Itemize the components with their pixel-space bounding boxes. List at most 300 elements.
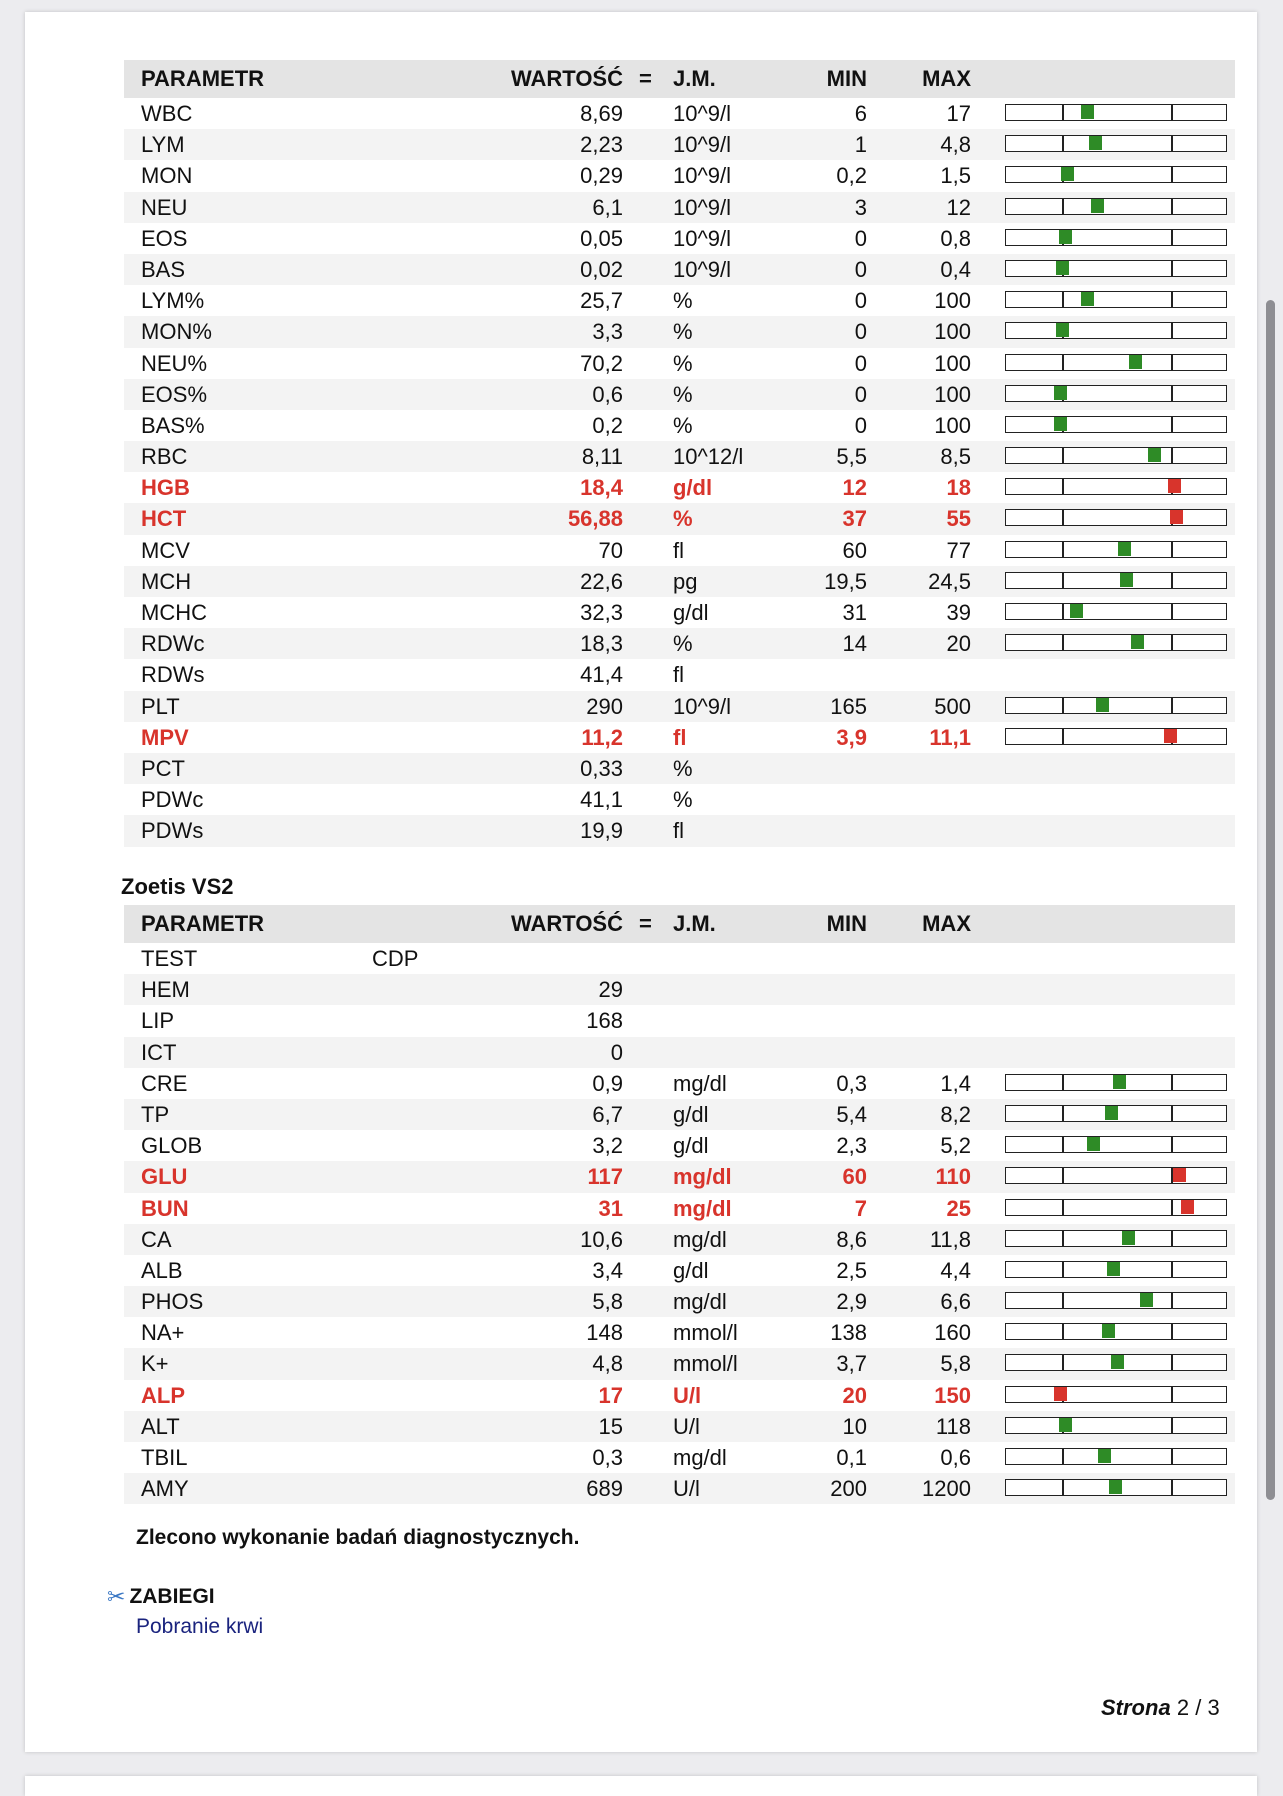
range-tick-max [1171, 1293, 1173, 1308]
param-unit: U/l [673, 1476, 700, 1502]
param-value: 689 [586, 1476, 623, 1502]
range-bar [1005, 166, 1227, 183]
table-row [124, 597, 1235, 628]
range-tick-max [1171, 604, 1173, 619]
table-row [124, 223, 1235, 254]
range-tick-max [1171, 1106, 1173, 1121]
table-header [124, 905, 1235, 943]
param-min: 0 [854, 412, 867, 438]
param-min: 138 [830, 1320, 867, 1346]
param-min: 60 [842, 1164, 867, 1190]
range-marker [1168, 479, 1181, 493]
param-name: TBIL [141, 1445, 188, 1470]
procedures-title: ZABIEGI [129, 1585, 215, 1608]
param-value: 29 [598, 977, 623, 1003]
range-tick-min [1062, 355, 1064, 370]
param-unit: g/dl [673, 600, 709, 625]
param-unit: g/dl [673, 1133, 709, 1159]
page-separator: / [1195, 1695, 1202, 1720]
param-min: 10 [842, 1413, 867, 1439]
param-min: 2,9 [836, 1289, 867, 1315]
param-value: 0,33 [580, 755, 623, 781]
range-tick-min [1062, 1355, 1064, 1370]
param-value: 117 [587, 1164, 623, 1190]
param-min: 5,5 [836, 444, 867, 470]
report-page [25, 12, 1257, 1752]
param-value: 0,05 [580, 225, 623, 251]
param-min: 0,2 [836, 163, 867, 189]
range-bar [1005, 728, 1227, 745]
param-name: BUN [141, 1195, 189, 1221]
range-tick-min [1062, 1262, 1064, 1277]
param-name: K+ [141, 1351, 169, 1377]
range-marker [1089, 136, 1102, 150]
param-value: 0,3 [592, 1445, 623, 1470]
range-tick-min [1062, 105, 1064, 120]
param-min: 2,3 [836, 1133, 867, 1159]
procedure-item[interactable]: Pobranie krwi [136, 1615, 264, 1638]
param-min: 0,1 [836, 1445, 867, 1470]
range-marker [1087, 1137, 1100, 1151]
table-row [124, 348, 1235, 379]
table-row [124, 691, 1235, 722]
param-unit: U/l [673, 1413, 700, 1439]
range-tick-max [1171, 323, 1173, 338]
range-bar [1005, 1261, 1227, 1278]
range-bar [1005, 1199, 1227, 1216]
param-max: 100 [934, 319, 971, 345]
range-tick-max [1171, 1324, 1173, 1339]
page-total: 3 [1207, 1695, 1220, 1720]
param-unit: mg/dl [673, 1445, 727, 1470]
param-max: 0,6 [940, 1445, 971, 1470]
param-min: 5,4 [836, 1101, 867, 1127]
range-tick-max [1171, 1387, 1173, 1402]
range-tick-max [1171, 698, 1173, 713]
table-row [124, 784, 1235, 815]
range-tick-min [1062, 1324, 1064, 1339]
table-row [124, 943, 1235, 974]
param-name: WBC [141, 101, 193, 126]
table-row [124, 1286, 1235, 1317]
range-tick-min [1062, 479, 1064, 494]
param-unit: g/dl [673, 475, 713, 501]
range-tick-min [1062, 199, 1064, 214]
range-bar [1005, 572, 1227, 589]
param-min: 37 [842, 506, 867, 532]
range-marker [1107, 1262, 1120, 1276]
biochemistry-table [124, 905, 1235, 1504]
param-value: 0,02 [580, 256, 623, 282]
param-max: 8,5 [940, 444, 971, 470]
range-tick-min [1062, 1168, 1064, 1183]
page-label: Strona [1101, 1695, 1171, 1720]
range-tick-min [1062, 698, 1064, 713]
param-value: 5,8 [592, 1289, 623, 1315]
param-min: 20 [842, 1382, 867, 1408]
range-tick-max [1171, 573, 1173, 588]
param-name: MCV [141, 537, 190, 563]
hematology-table [124, 60, 1235, 847]
header-unit: J.M. [673, 66, 716, 91]
param-name: ICT [141, 1039, 177, 1065]
param-value: 17 [598, 1382, 623, 1408]
param-max: 4,4 [940, 1257, 971, 1283]
param-value: 168 [586, 1008, 623, 1034]
header-max: MAX [922, 66, 971, 91]
param-unit: fl [673, 662, 684, 688]
param-unit: fl [673, 724, 687, 750]
param-value: 56,88 [567, 506, 623, 532]
scrollbar[interactable] [1266, 300, 1275, 1500]
range-tick-max [1171, 292, 1173, 307]
param-name: LYM% [141, 288, 205, 314]
param-name: TP [141, 1101, 170, 1127]
param-min: 0 [854, 256, 867, 282]
section-title: Zoetis VS2 [121, 874, 234, 899]
param-unit: % [673, 381, 693, 407]
param-unit: g/dl [673, 1101, 709, 1127]
table-row [124, 472, 1235, 503]
range-bar [1005, 1386, 1227, 1403]
range-marker [1091, 199, 1104, 213]
param-value: 31 [598, 1195, 623, 1221]
range-tick-max [1171, 105, 1173, 120]
param-name: PCT [141, 755, 185, 781]
range-bar [1005, 198, 1227, 215]
range-tick-min [1062, 729, 1064, 744]
param-max: 5,2 [940, 1133, 971, 1159]
param-unit: mg/dl [673, 1070, 727, 1096]
range-marker [1109, 1480, 1122, 1494]
range-marker [1054, 386, 1067, 400]
param-max: 8,2 [940, 1101, 971, 1127]
param-value: 8,11 [581, 444, 623, 470]
range-marker [1096, 698, 1109, 712]
table-row [124, 1380, 1235, 1411]
param-unit: mg/dl [673, 1289, 727, 1315]
range-tick-max [1171, 542, 1173, 557]
param-value: 19,9 [580, 818, 623, 844]
param-max: 100 [934, 288, 971, 314]
range-tick-max [1171, 1231, 1173, 1246]
range-marker [1081, 292, 1094, 306]
param-unit: % [673, 787, 693, 813]
param-unit: % [673, 319, 693, 345]
range-tick-min [1062, 1480, 1064, 1495]
param-max: 11,1 [929, 724, 971, 750]
param-unit: fl [673, 537, 684, 563]
param-value: 8,69 [580, 101, 623, 126]
header-unit: J.M. [673, 911, 716, 936]
param-min: 14 [842, 631, 867, 657]
param-value: 3,4 [592, 1257, 623, 1283]
range-marker [1081, 105, 1094, 119]
param-name: PDWs [141, 818, 204, 844]
range-bar [1005, 104, 1227, 121]
param-min: 0 [854, 350, 867, 376]
range-tick-max [1171, 1262, 1173, 1277]
range-bar [1005, 1323, 1227, 1340]
range-marker [1148, 448, 1161, 462]
param-name: EOS% [141, 381, 208, 407]
param-max: 0,8 [940, 225, 971, 251]
param-max: 6,6 [940, 1289, 971, 1315]
param-name: MPV [141, 724, 189, 750]
param-max: 1200 [922, 1476, 971, 1502]
range-tick-min [1062, 542, 1064, 557]
page-current: 2 [1176, 1695, 1190, 1720]
param-max: 55 [946, 506, 971, 532]
param-unit: % [673, 631, 693, 657]
range-tick-min [1062, 136, 1064, 151]
param-min: 31 [842, 600, 867, 625]
param-unit: % [673, 755, 693, 781]
range-bar [1005, 322, 1227, 339]
param-unit: U/l [673, 1382, 702, 1408]
range-bar [1005, 1292, 1227, 1309]
procedures-heading [107, 1584, 215, 1610]
range-bar [1005, 385, 1227, 402]
param-unit: 10^9/l [673, 163, 732, 189]
range-tick-max [1171, 635, 1173, 650]
param-max: 0,4 [940, 256, 971, 282]
range-tick-max [1171, 417, 1173, 432]
param-value: 18,3 [580, 631, 623, 657]
param-max: 20 [946, 631, 971, 657]
range-bar [1005, 1417, 1227, 1434]
param-unit: % [673, 350, 693, 376]
param-min: 3 [854, 194, 867, 220]
table-row [124, 628, 1235, 659]
param-max: 1,5 [940, 163, 971, 189]
param-value: 2,23 [580, 132, 623, 158]
param-name: PDWc [141, 787, 204, 813]
range-tick-max [1171, 1480, 1173, 1495]
page-indicator [1101, 1695, 1220, 1721]
table-row [124, 722, 1235, 753]
param-value: 25,7 [580, 288, 623, 314]
range-marker [1056, 261, 1069, 275]
table-row [124, 1348, 1235, 1379]
param-name: PHOS [141, 1289, 204, 1315]
range-tick-min [1062, 1449, 1064, 1464]
param-value: 0,2 [592, 412, 623, 438]
range-tick-min [1062, 1293, 1064, 1308]
param-value: 0 [610, 1039, 623, 1065]
range-bar [1005, 447, 1227, 464]
param-max: 100 [934, 412, 971, 438]
param-value: 0,29 [580, 163, 623, 189]
param-value: 6,1 [592, 194, 623, 220]
table-row [124, 1442, 1235, 1473]
table-row [124, 566, 1235, 597]
table-row [124, 1099, 1235, 1130]
range-tick-max [1171, 1418, 1173, 1433]
param-min: 200 [830, 1476, 867, 1502]
param-min: 0 [854, 288, 867, 314]
range-bar [1005, 416, 1227, 433]
range-tick-max [1171, 136, 1173, 151]
param-name: NEU% [141, 350, 208, 376]
param-max: 1,4 [940, 1070, 971, 1096]
range-tick-max [1171, 1075, 1173, 1090]
param-min: 60 [842, 537, 867, 563]
param-unit: fl [673, 818, 684, 844]
header-parameter: PARAMETR [141, 911, 265, 936]
table-row [124, 410, 1235, 441]
param-unit: pg [673, 568, 698, 594]
param-name: ALT [141, 1413, 180, 1439]
param-max: 18 [946, 475, 971, 501]
table-row [124, 160, 1235, 191]
param-unit: mmol/l [673, 1351, 738, 1377]
param-value: 22,6 [580, 568, 623, 594]
param-name: RBC [141, 444, 188, 470]
table-row [124, 98, 1235, 129]
table-row [124, 1317, 1235, 1348]
param-unit: mg/dl [673, 1226, 727, 1252]
header-min: MIN [826, 911, 867, 936]
param-max: 39 [946, 600, 971, 625]
param-name: MON [141, 163, 193, 189]
param-name: AMY [141, 1476, 189, 1502]
table-row [124, 1193, 1235, 1224]
param-value: 15 [598, 1413, 623, 1439]
param-min: 0 [854, 319, 867, 345]
table-row [124, 316, 1235, 347]
param-unit: 10^9/l [673, 225, 732, 251]
table-row [124, 285, 1235, 316]
param-max: 160 [934, 1320, 971, 1346]
header-min: MIN [826, 66, 867, 91]
range-marker [1070, 604, 1083, 618]
range-tick-max [1171, 386, 1173, 401]
header-parameter: PARAMETR [141, 66, 265, 91]
table-row [124, 129, 1235, 160]
param-unit: % [673, 288, 693, 314]
table-row [124, 659, 1235, 690]
param-name: NA+ [141, 1320, 185, 1346]
range-tick-min [1062, 1075, 1064, 1090]
param-value: 11,2 [581, 724, 623, 750]
next-page-edge [25, 1776, 1257, 1796]
param-min: 7 [854, 1195, 867, 1221]
param-unit: mmol/l [673, 1320, 738, 1346]
range-bar [1005, 291, 1227, 308]
table-row [124, 254, 1235, 285]
param-max: 24,5 [928, 568, 971, 594]
range-marker [1129, 355, 1142, 369]
param-name: RDWc [141, 631, 205, 657]
param-value: 41,4 [580, 662, 623, 688]
header-equals: = [639, 911, 652, 936]
param-min: 3,7 [836, 1351, 867, 1377]
table-row [124, 535, 1235, 566]
table-row [124, 1411, 1235, 1442]
range-marker [1181, 1200, 1194, 1214]
range-marker [1113, 1075, 1126, 1089]
param-name: HCT [141, 506, 187, 532]
range-marker [1054, 417, 1067, 431]
param-max: 100 [934, 350, 971, 376]
param-name: GLU [141, 1164, 188, 1190]
param-value: 70,2 [580, 350, 623, 376]
param-value: 3,2 [592, 1133, 623, 1159]
param-max: 17 [946, 101, 971, 126]
param-value: 18,4 [580, 475, 623, 501]
param-max: 12 [946, 194, 971, 220]
range-tick-min [1062, 1106, 1064, 1121]
range-marker [1111, 1355, 1124, 1369]
range-bar [1005, 634, 1227, 651]
header-equals: = [639, 66, 652, 91]
param-name: LYM [141, 132, 185, 158]
range-bar [1005, 1479, 1227, 1496]
table-row [124, 1224, 1235, 1255]
range-bar [1005, 541, 1227, 558]
table-row [124, 753, 1235, 784]
param-max: 100 [934, 381, 971, 407]
param-name: NEU [141, 194, 188, 220]
param-name: GLOB [141, 1133, 203, 1159]
param-min: 1 [854, 132, 867, 158]
param-unit: 10^9/l [673, 101, 732, 126]
param-name: HGB [141, 475, 190, 501]
range-tick-max [1171, 1137, 1173, 1152]
param-name: ALB [141, 1257, 183, 1283]
param-min: 0 [854, 381, 867, 407]
range-bar [1005, 509, 1227, 526]
range-tick-max [1171, 1200, 1173, 1215]
param-max: 150 [934, 1382, 971, 1408]
param-name: CA [141, 1226, 172, 1252]
param-name: RDWs [141, 662, 205, 688]
param-min: 3,9 [836, 724, 867, 750]
param-min: 0 [854, 225, 867, 251]
param-name: BAS% [141, 412, 205, 438]
param-unit: % [673, 506, 693, 532]
range-tick-max [1171, 167, 1173, 182]
range-tick-max [1171, 1355, 1173, 1370]
param-unit: 10^9/l [673, 256, 732, 282]
param-value: 0,6 [592, 381, 623, 407]
range-tick-min [1062, 604, 1064, 619]
param-max: 4,8 [940, 132, 971, 158]
header-value: WARTOŚĆ [510, 911, 623, 936]
range-marker [1054, 1387, 1067, 1401]
scissors-icon: ✂ [107, 1584, 126, 1609]
order-note: Zlecono wykonanie badań diagnostycznych. [136, 1526, 580, 1549]
param-value: 0,9 [592, 1070, 623, 1096]
range-marker [1098, 1449, 1111, 1463]
range-bar [1005, 1167, 1227, 1184]
range-bar [1005, 1448, 1227, 1465]
param-min: 8,6 [836, 1226, 867, 1252]
param-unit: 10^9/l [673, 132, 732, 158]
param-value: 3,3 [592, 319, 623, 345]
param-min: 19,5 [824, 568, 867, 594]
param-name: EOS [141, 225, 188, 251]
param-name: MON% [141, 319, 212, 345]
param-name: LIP [141, 1008, 175, 1034]
range-tick-min [1062, 510, 1064, 525]
range-bar [1005, 1136, 1227, 1153]
param-value: 70 [598, 537, 623, 563]
param-name: CRE [141, 1070, 188, 1096]
header-max: MAX [922, 911, 971, 936]
param-unit: 10^12/l [673, 444, 744, 470]
